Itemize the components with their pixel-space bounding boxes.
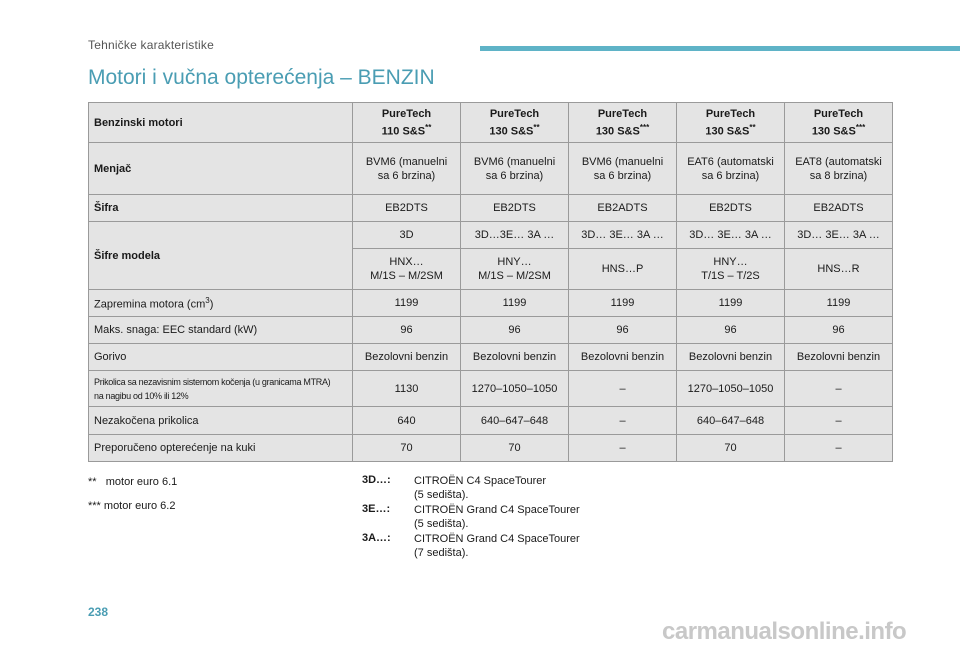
table-cell: 1130	[353, 371, 461, 407]
table-cell: 1270–1050–1050	[677, 371, 785, 407]
table-cell: 640–647–648	[461, 407, 569, 435]
table-cell: 3D…3E… 3A …	[461, 222, 569, 249]
model-legend	[362, 474, 580, 561]
table-cell: 70	[353, 435, 461, 462]
table-cell: –	[569, 407, 677, 435]
engine-header: PureTech 110 S&S**	[353, 103, 461, 143]
table-cell: 1199	[461, 290, 569, 317]
table-cell: Bezolovni benzin	[677, 344, 785, 371]
table-cell: HNX… M/1S – M/2SM	[353, 249, 461, 290]
table-cell: 70	[677, 435, 785, 462]
table-cell: BVM6 (manuelni sa 6 brzina)	[461, 143, 569, 195]
row-label: Nezakočena prikolica	[89, 407, 353, 435]
table-cell: EB2DTS	[677, 195, 785, 222]
table-cell: HNY… T/1S – T/2S	[677, 249, 785, 290]
engine-header: PureTech 130 S&S***	[785, 103, 893, 143]
table-header-row	[89, 103, 893, 143]
engine-spec-table	[88, 102, 893, 462]
table-cell: 640–647–648	[677, 407, 785, 435]
table-cell: 70	[461, 435, 569, 462]
table-cell: EB2DTS	[353, 195, 461, 222]
table-cell: Bezolovni benzin	[353, 344, 461, 371]
table-row-model-codes	[89, 222, 893, 249]
table-cell: 3D… 3E… 3A …	[785, 222, 893, 249]
table-cell: EAT8 (automatski sa 8 brzina)	[785, 143, 893, 195]
table-cell: 96	[677, 317, 785, 344]
table-cell: Bezolovni benzin	[569, 344, 677, 371]
footnote-euro-6-2: *** motor euro 6.2	[88, 500, 176, 512]
table-cell: –	[569, 435, 677, 462]
table-cell: 1270–1050–1050	[461, 371, 569, 407]
table-cell: 1199	[677, 290, 785, 317]
page-number: 238	[88, 605, 109, 619]
row-label: Prikolica sa nezavisnim sistemom kočenja (u granicama MTRA) na nagibu od 10% ili 12%	[89, 371, 353, 407]
table-cell: EB2DTS	[461, 195, 569, 222]
table-cell: –	[785, 407, 893, 435]
model-description: CITROËN C4 SpaceTourer (5 sedišta).	[414, 475, 547, 501]
footnote-euro-6-1: ** motor euro 6.1	[88, 476, 178, 488]
engine-header: PureTech 130 S&S**	[461, 103, 569, 143]
model-description: CITROËN Grand C4 SpaceTourer (7 sedišta).	[414, 533, 580, 559]
table-cell: HNY… M/1S – M/2SM	[461, 249, 569, 290]
table-cell: –	[569, 371, 677, 407]
row-label: Menjač	[89, 143, 353, 195]
engine-header: PureTech 130 S&S***	[569, 103, 677, 143]
watermark: carmanualsonline.info	[662, 618, 907, 645]
table-cell: 96	[461, 317, 569, 344]
table-cell: EB2ADTS	[569, 195, 677, 222]
model-legend-item	[362, 503, 580, 531]
table-row-unbraked-trailer	[89, 407, 893, 435]
row-label: Šifra	[89, 195, 353, 222]
engine-header: PureTech 130 S&S**	[677, 103, 785, 143]
model-code: 3D…:	[362, 474, 391, 486]
table-cell: –	[785, 435, 893, 462]
table-row-gearbox	[89, 143, 893, 195]
table-cell: 3D	[353, 222, 461, 249]
row-label: Preporučeno opterećenje na kuki	[89, 435, 353, 462]
row-label: Šifre modela	[89, 222, 353, 290]
table-cell: 640	[353, 407, 461, 435]
table-cell: BVM6 (manuelni sa 6 brzina)	[353, 143, 461, 195]
model-description: CITROËN Grand C4 SpaceTourer (5 sedišta).	[414, 504, 580, 530]
model-legend-item	[362, 532, 580, 560]
table-cell: 96	[353, 317, 461, 344]
model-legend-item	[362, 474, 580, 502]
table-cell: HNS…R	[785, 249, 893, 290]
table-cell: HNS…P	[569, 249, 677, 290]
table-cell: EB2ADTS	[785, 195, 893, 222]
table-cell: 1199	[785, 290, 893, 317]
table-row-nose-weight	[89, 435, 893, 462]
table-row-code	[89, 195, 893, 222]
header-accent-bar	[480, 46, 960, 51]
table-cell: 96	[785, 317, 893, 344]
table-cell: Bezolovni benzin	[461, 344, 569, 371]
page-title: Motori i vučna opterećenja – BENZIN	[88, 66, 435, 89]
table-cell: –	[785, 371, 893, 407]
table-cell: 1199	[353, 290, 461, 317]
table-cell: BVM6 (manuelni sa 6 brzina)	[569, 143, 677, 195]
row-label: Maks. snaga: EEC standard (kW)	[89, 317, 353, 344]
table-row-braked-trailer	[89, 371, 893, 407]
table-row-fuel	[89, 344, 893, 371]
table-corner-label: Benzinski motori	[89, 103, 353, 143]
row-label: Gorivo	[89, 344, 353, 371]
table-cell: Bezolovni benzin	[785, 344, 893, 371]
table-cell: EAT6 (automatski sa 6 brzina)	[677, 143, 785, 195]
table-cell: 1199	[569, 290, 677, 317]
table-row-power	[89, 317, 893, 344]
table-cell: 3D… 3E… 3A …	[677, 222, 785, 249]
model-code: 3E…:	[362, 503, 391, 515]
table-cell: 3D… 3E… 3A …	[569, 222, 677, 249]
table-row-displacement	[89, 290, 893, 317]
model-code: 3A…:	[362, 532, 391, 544]
table-cell: 96	[569, 317, 677, 344]
row-label: Zapremina motora $(cm^3)$	[89, 290, 353, 317]
section-label: Tehničke karakteristike	[88, 38, 214, 52]
